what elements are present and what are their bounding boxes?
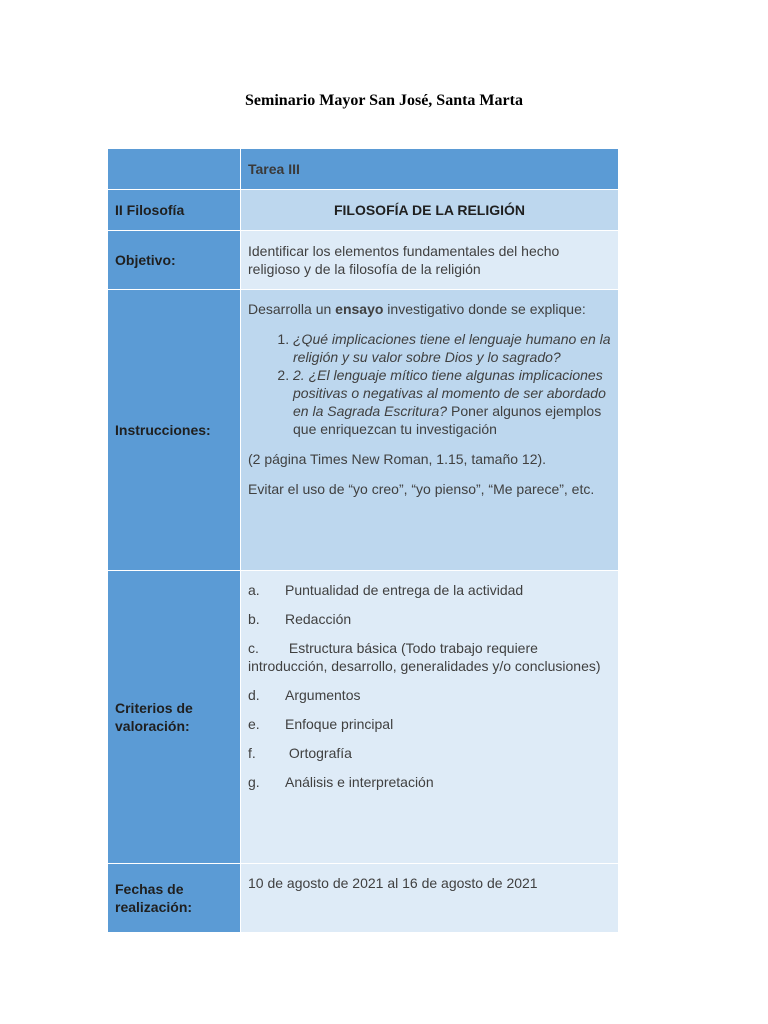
criteria-letter: f.: [248, 745, 256, 761]
criteria-item: [248, 715, 611, 733]
course-label: II Filosofía: [108, 190, 241, 231]
criteria-text: Ortografía: [285, 745, 352, 761]
header-label-cell: [108, 149, 241, 190]
criteria-item: [248, 686, 611, 704]
criteria-item: [248, 581, 611, 599]
intro-text-start: Desarrolla un: [248, 301, 336, 317]
criteria-text: Análisis e interpretación: [285, 774, 434, 790]
objective-label: Objetivo:: [108, 231, 241, 290]
intro-text-end: investigativo donde se explique:: [383, 301, 586, 317]
page-title: Seminario Mayor San José, Santa Marta: [245, 92, 523, 109]
instructions-content: [241, 290, 619, 571]
question-1-text: ¿Qué implicaciones tiene el lenguaje humano en la religión y su valor sobre Dios y lo sagrado?: [293, 331, 611, 365]
table-row-header: [108, 149, 619, 190]
dates-text: 10 de agosto de 2021 al 16 de agosto de 2021: [241, 864, 619, 933]
criteria-item: [248, 639, 611, 675]
criteria-letter: a.: [248, 582, 260, 598]
task-number: Tarea III: [241, 149, 619, 190]
instructions-intro: [248, 300, 611, 318]
criteria-content: [241, 571, 619, 864]
table-row-instructions: [108, 290, 619, 571]
question-2-extra: Poner algunos ejemplos que enriquezcan tu investigación: [293, 403, 602, 437]
format-note: (2 página Times New Roman, 1.15, tamaño 12).: [248, 451, 547, 467]
criteria-text: Argumentos: [285, 687, 361, 703]
question-item: [293, 330, 611, 366]
instructions-label: Instrucciones:: [108, 290, 241, 571]
criteria-text: Estructura básica (Todo trabajo requiere introducción, desarrollo, generalidades y/o conclusiones): [248, 640, 601, 674]
criteria-letter: c.: [248, 640, 259, 656]
criteria-text: Redacción: [285, 611, 352, 627]
course-title: FILOSOFÍA DE LA RELIGIÓN: [241, 190, 619, 231]
criteria-letter: d.: [248, 687, 260, 703]
criteria-text: Enfoque principal: [285, 716, 394, 732]
criteria-item: [248, 610, 611, 628]
objective-text: Identificar los elementos fundamentales del hecho religioso y de la filosofía de la religión: [241, 231, 619, 290]
avoid-note: Evitar el uso de “yo creo”, “yo pienso”, “Me parece”, etc.: [248, 481, 595, 497]
question-2-text: 2. ¿El lenguaje mítico tiene algunas implicaciones positivas o negativas al momento de ser abordado en la Sagrada Escritura?: [293, 367, 606, 419]
criteria-letter: b.: [248, 611, 260, 627]
criteria-text: Puntualidad de entrega de la actividad: [285, 582, 524, 598]
dates-label: Fechas de realización:: [108, 864, 241, 933]
questions-list: [248, 330, 611, 438]
criteria-item: [248, 744, 611, 762]
criteria-item: [248, 773, 611, 791]
assignment-table: [107, 148, 619, 933]
table-row-criteria: [108, 571, 619, 864]
criteria-letter: e.: [248, 716, 260, 732]
question-item: [293, 366, 611, 438]
table-row-dates: [108, 864, 619, 933]
table-row-course: [108, 190, 619, 231]
table-row-objective: [108, 231, 619, 290]
criteria-letter: g.: [248, 774, 260, 790]
criteria-label: Criterios de valoración:: [108, 571, 241, 864]
intro-bold-word: ensayo: [335, 301, 384, 317]
